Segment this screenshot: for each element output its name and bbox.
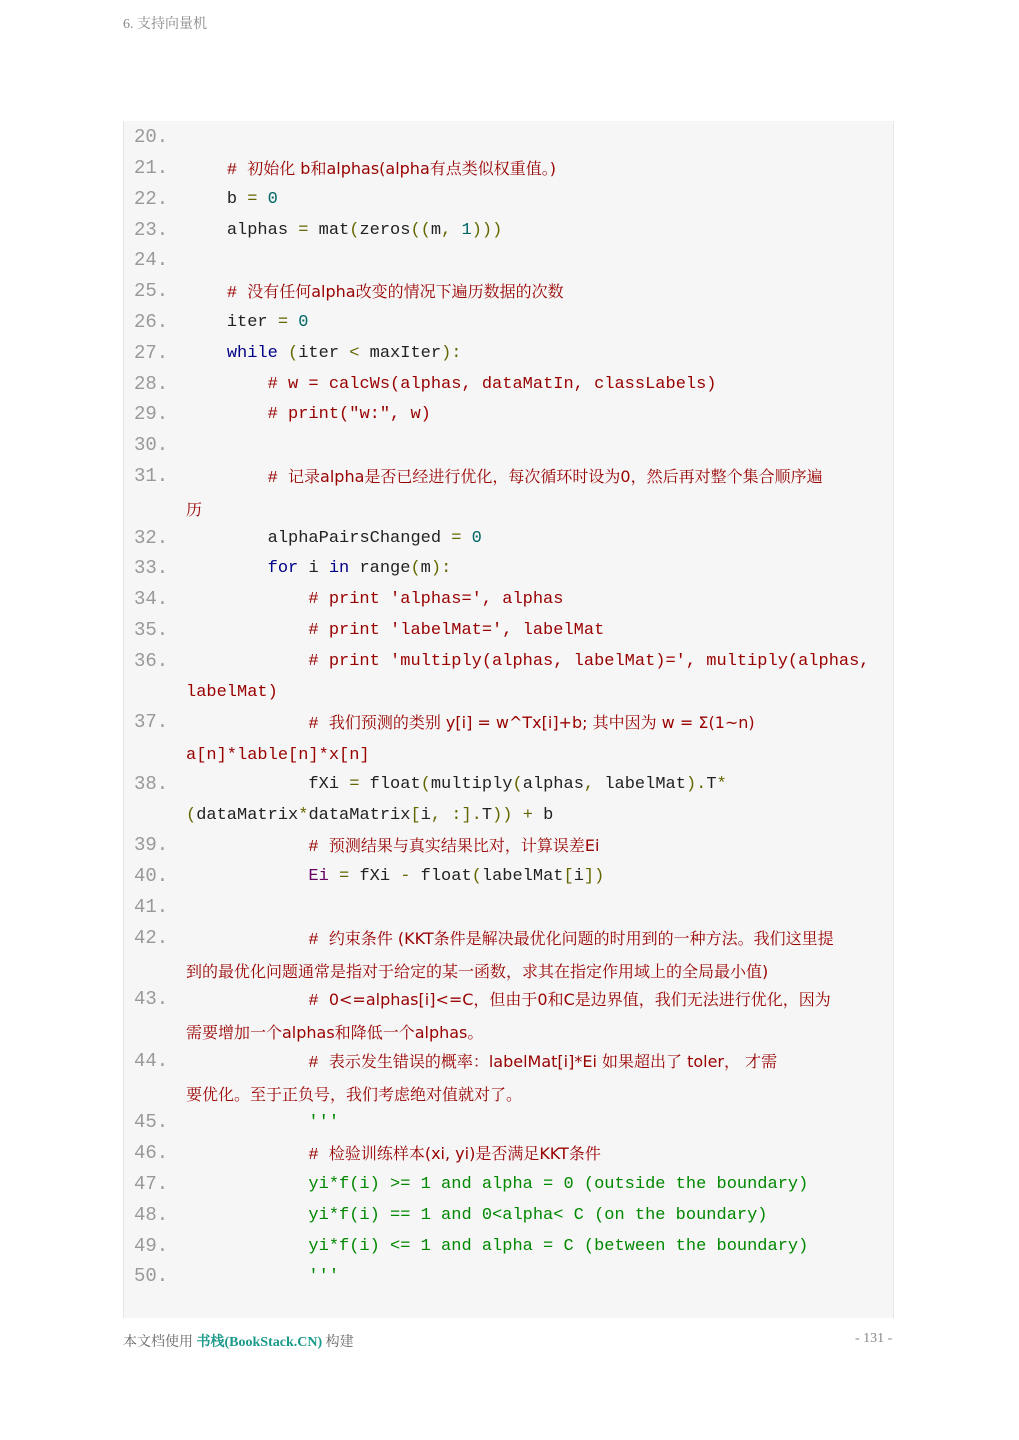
punct: ]) xyxy=(583,867,605,886)
code-text xyxy=(186,1261,339,1292)
comment-hash: # xyxy=(308,931,329,950)
docstring-text: yi*f(i) == 1 and 0<alpha< C (on the boundary) xyxy=(308,1206,768,1225)
code-text xyxy=(186,153,556,186)
line-number: 42. xyxy=(134,927,169,949)
operator: * xyxy=(298,806,309,825)
identifier: alphas xyxy=(522,775,584,794)
comment-text: 0<=alphas[i]<=C，但由于0和C是边界值，我们无法进行优化，因为 xyxy=(328,990,831,1009)
comment: # print 'alphas=', alphas xyxy=(308,590,564,609)
operator: + xyxy=(522,806,533,825)
code-text xyxy=(186,399,431,430)
number: 0 xyxy=(298,313,309,332)
line-number: 27. xyxy=(134,342,169,364)
comment-hash: # xyxy=(267,469,289,488)
line-number: 29. xyxy=(134,403,169,425)
function: range xyxy=(359,559,411,578)
function: multiply xyxy=(430,775,513,794)
identifier: m xyxy=(420,559,431,578)
line-number: 31. xyxy=(134,465,169,487)
comment-text: 检验训练样本(xi, yi)是否满足KKT条件 xyxy=(328,1144,601,1163)
punct: [ xyxy=(410,806,421,825)
comment-text: 初始化 b和alphas(alpha有点类似权重值。) xyxy=(247,159,556,178)
identifier: T xyxy=(706,775,717,794)
comment-hash: # xyxy=(308,1146,329,1165)
comment-wrap: a[n]*lable[n]*x[n] xyxy=(186,746,370,765)
code-text xyxy=(186,584,563,615)
punct: ). xyxy=(685,775,707,794)
code-text xyxy=(186,338,461,369)
identifier: b xyxy=(226,190,238,209)
punct: ( xyxy=(512,775,523,794)
punct: , xyxy=(583,775,595,794)
docstring-text: yi*f(i) <= 1 and alpha = C (between the boundary) xyxy=(308,1237,809,1256)
comment-hash: # xyxy=(308,838,329,857)
identifier: i xyxy=(308,559,319,578)
code-text xyxy=(186,184,278,215)
operator: = xyxy=(247,190,258,209)
code-text xyxy=(186,984,831,1050)
punct: ): xyxy=(441,344,462,363)
identifier: iter xyxy=(226,313,268,332)
comment-text-wrap: 历 xyxy=(186,500,203,519)
number: 0 xyxy=(267,190,278,209)
punct: ( xyxy=(420,775,431,794)
comment-hash: # xyxy=(226,161,248,180)
line-number: 34. xyxy=(134,588,169,610)
code-text xyxy=(186,615,604,646)
punct: ( xyxy=(471,867,482,886)
identifier: iter xyxy=(298,344,340,363)
identifier: fXi xyxy=(359,867,391,886)
punct: ( xyxy=(186,806,197,825)
line-number: 46. xyxy=(134,1142,169,1164)
identifier: i xyxy=(420,806,431,825)
code-text xyxy=(186,1169,808,1200)
function: zeros xyxy=(359,221,411,240)
line-number: 48. xyxy=(134,1204,169,1226)
punct: ( xyxy=(410,559,421,578)
code-text xyxy=(186,923,834,989)
keyword: while xyxy=(226,344,278,363)
identifier: m xyxy=(430,221,442,240)
function: float xyxy=(369,775,421,794)
punct: ( xyxy=(288,344,299,363)
comment-wrap: labelMat) xyxy=(186,683,278,702)
code-text xyxy=(186,830,599,863)
line-number: 41. xyxy=(134,896,169,918)
comment-text: 没有任何alpha改变的情况下遍历数据的次数 xyxy=(247,282,564,301)
line-number: 28. xyxy=(134,373,169,395)
comment-text-wrap: 需要增加一个alphas和降低一个alphas。 xyxy=(186,1023,484,1042)
number: 1 xyxy=(461,221,472,240)
punct: )) xyxy=(492,806,513,825)
operator: = xyxy=(349,775,360,794)
identifier: T xyxy=(481,806,493,825)
line-number: 47. xyxy=(134,1173,169,1195)
line-number: 20. xyxy=(134,126,169,148)
comment-hash: # xyxy=(308,1054,329,1073)
footer-credit xyxy=(123,1331,354,1351)
operator: * xyxy=(716,775,727,794)
comment: # w = calcWs(alphas, dataMatIn, classLabels) xyxy=(267,375,717,394)
identifier: labelMat xyxy=(481,867,564,886)
identifier: dataMatrix xyxy=(308,806,411,825)
line-number: 21. xyxy=(134,157,169,179)
code-text xyxy=(186,276,564,309)
line-number: 25. xyxy=(134,280,169,302)
punct: [ xyxy=(563,867,574,886)
comment-text: 预测结果与真实结果比对，计算误差Ei xyxy=(328,836,600,855)
code-text xyxy=(186,861,604,892)
code-text xyxy=(186,769,727,831)
line-number: 45. xyxy=(134,1111,169,1133)
identifier: fXi xyxy=(308,775,340,794)
line-number: 22. xyxy=(134,188,169,210)
line-number: 23. xyxy=(134,219,169,241)
comment-text: 约束条件 (KKT条件是解决最优化问题的时用到的一种方法。我们这里提 xyxy=(328,929,834,948)
code-text xyxy=(186,1046,777,1112)
identifier: Ei xyxy=(308,867,329,886)
operator: = xyxy=(277,313,289,332)
function: mat xyxy=(318,221,350,240)
punct: ))) xyxy=(471,221,503,240)
comment-text-wrap: 到的最优化问题通常是指对于给定的某一函数，求其在指定作用域上的全局最小值) xyxy=(186,962,769,981)
bookstack-link[interactable]: 书栈(BookStack.CN) xyxy=(196,1335,323,1350)
line-number: 36. xyxy=(134,650,169,672)
identifier: alphas xyxy=(226,221,289,240)
comment-text: 表示发生错误的概率：labelMat[i]*Ei 如果超出了 toler， 才需 xyxy=(328,1052,778,1071)
line-number: 40. xyxy=(134,865,169,887)
operator: = xyxy=(298,221,309,240)
comment-text-wrap: 要优化。至于正负号，我们考虑绝对值就对了。 xyxy=(186,1085,523,1104)
identifier: labelMat xyxy=(604,775,686,794)
code-text xyxy=(186,523,482,554)
number: 0 xyxy=(471,529,482,548)
punct: , :]. xyxy=(430,806,482,825)
identifier: maxIter xyxy=(369,344,442,363)
code-text xyxy=(186,461,823,527)
code-text xyxy=(186,307,308,338)
line-number: 39. xyxy=(134,834,169,856)
code-text xyxy=(186,369,717,400)
comment-hash: # xyxy=(226,284,248,303)
line-number: 33. xyxy=(134,557,169,579)
line-number: 49. xyxy=(134,1235,169,1257)
docstring-quote: ''' xyxy=(308,1113,340,1132)
function: float xyxy=(420,867,472,886)
comment-text: 我们预测的类别 y[i] = w^Tx[i]+b; 其中因为 w = Σ(1~n) xyxy=(328,713,755,732)
line-number: 37. xyxy=(134,711,169,733)
comment-hash: # xyxy=(308,715,329,734)
chapter-header: 6. 支持向量机 xyxy=(123,17,207,32)
identifier: dataMatrix xyxy=(196,806,299,825)
line-number: 30. xyxy=(134,434,169,456)
punct: ): xyxy=(430,559,452,578)
code-text xyxy=(186,215,502,246)
punct: ( xyxy=(349,221,360,240)
code-text xyxy=(186,1200,768,1231)
comment: # print 'multiply(alphas, labelMat)=', multiply(alphas, xyxy=(308,652,870,671)
line-number: 24. xyxy=(134,249,169,271)
docstring-text: yi*f(i) >= 1 and alpha = 0 (outside the boundary) xyxy=(308,1175,809,1194)
line-number: 43. xyxy=(134,988,169,1010)
line-number: 44. xyxy=(134,1050,169,1072)
operator: - xyxy=(400,867,411,886)
comment: # print 'labelMat=', labelMat xyxy=(308,621,605,640)
code-text xyxy=(186,1138,601,1171)
footer-prefix: 本文档使用 xyxy=(123,1335,197,1350)
docstring-quote: ''' xyxy=(308,1267,340,1286)
punct: , xyxy=(441,221,452,240)
line-number: 38. xyxy=(134,773,169,795)
identifier: alphaPairsChanged xyxy=(267,529,442,548)
code-block xyxy=(123,121,894,1318)
line-number: 35. xyxy=(134,619,169,641)
line-number: 32. xyxy=(134,527,169,549)
page-number: - 131 - xyxy=(855,1331,893,1346)
line-number: 50. xyxy=(134,1265,169,1287)
line-number: 26. xyxy=(134,311,169,333)
keyword: for xyxy=(267,559,299,578)
comment: # print("w:", w) xyxy=(267,405,431,424)
comment-hash: # xyxy=(308,992,329,1011)
identifier: i xyxy=(573,867,584,886)
punct: (( xyxy=(410,221,431,240)
comment-text: 记录alpha是否已经进行优化，每次循环时设为0，然后再对整个集合顺序遍 xyxy=(288,467,823,486)
keyword: in xyxy=(328,559,350,578)
code-text xyxy=(186,553,451,584)
code-text xyxy=(186,707,755,771)
operator: = xyxy=(451,529,462,548)
footer-suffix: 构建 xyxy=(322,1335,354,1350)
operator: = xyxy=(339,867,350,886)
code-text xyxy=(186,1107,339,1138)
operator: < xyxy=(349,344,360,363)
identifier: b xyxy=(543,806,554,825)
code-text xyxy=(186,646,870,708)
code-text xyxy=(186,1231,808,1262)
